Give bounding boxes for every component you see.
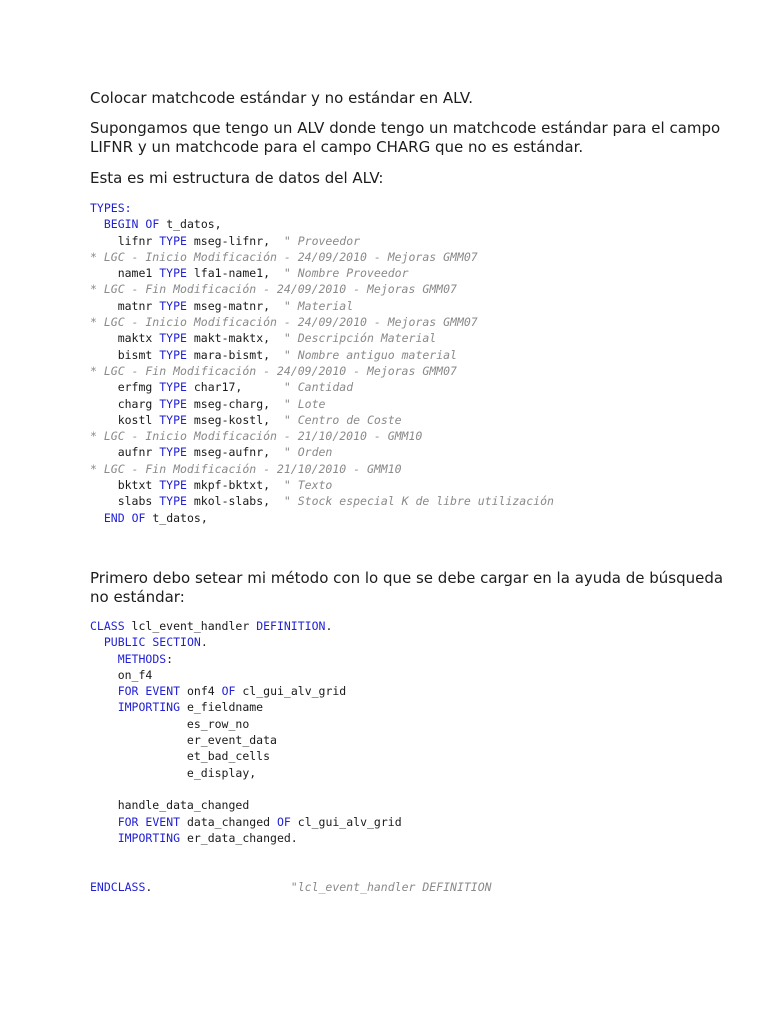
code-comment: " Stock especial K de libre utilización bbox=[283, 494, 554, 509]
code-comment: * LGC - Fin Modificación - 24/09/2010 - Mejoras GMM07 bbox=[90, 282, 457, 297]
code-comment: " Texto bbox=[283, 478, 333, 493]
code-line bbox=[90, 830, 730, 846]
code-line bbox=[90, 667, 730, 683]
code-text: matnr bbox=[90, 298, 160, 313]
code-text: aufnr bbox=[90, 445, 160, 460]
code-line bbox=[90, 412, 730, 428]
code-line bbox=[90, 477, 730, 493]
code-keyword: TYPE bbox=[159, 478, 187, 493]
code-text: makt-maktx, bbox=[186, 331, 284, 346]
code-comment: " Lote bbox=[283, 396, 326, 411]
code-keyword: TYPE bbox=[159, 412, 187, 427]
code-keyword: TYPE bbox=[159, 494, 187, 509]
code-comment: " Cantidad bbox=[283, 380, 354, 395]
code-keyword: TYPE bbox=[159, 298, 187, 313]
document-title: Colocar matchcode estándar y no estándar en ALV. bbox=[90, 89, 473, 107]
code-keyword: TYPE bbox=[159, 266, 187, 281]
code-line bbox=[90, 634, 730, 650]
code-keyword: ENDCLASS bbox=[90, 879, 146, 894]
code-text: name1 bbox=[90, 266, 160, 281]
code-line bbox=[90, 765, 730, 781]
code-text: er_event_data bbox=[90, 733, 277, 748]
code-line bbox=[90, 862, 730, 878]
code-text: e_fieldname bbox=[180, 700, 264, 715]
code-line bbox=[90, 281, 730, 297]
code-keyword: TYPE bbox=[159, 445, 187, 460]
code-line bbox=[90, 330, 730, 346]
code-text bbox=[90, 684, 118, 698]
code-keyword: OF bbox=[276, 814, 291, 829]
code-line bbox=[90, 699, 730, 715]
code-line bbox=[90, 683, 730, 699]
code-keyword: END bbox=[103, 510, 125, 525]
code-text: slabs bbox=[90, 494, 160, 509]
code-text bbox=[90, 217, 104, 231]
code-text: . bbox=[325, 619, 333, 633]
code-text: lcl_event_handler bbox=[124, 619, 257, 633]
code-line bbox=[90, 379, 730, 395]
code-line bbox=[90, 249, 730, 265]
code-text: es_row_no bbox=[90, 716, 250, 731]
code-line bbox=[90, 797, 730, 813]
code-text: mseg-matnr, bbox=[186, 298, 284, 313]
code-text: : bbox=[166, 651, 174, 666]
code-text: mseg-kostl, bbox=[186, 412, 284, 427]
code-keyword: TYPE bbox=[159, 347, 187, 362]
code-keyword: TYPE bbox=[159, 331, 187, 346]
code-line bbox=[90, 846, 730, 862]
code-text bbox=[90, 815, 118, 829]
code-comment: " Nombre antiguo material bbox=[283, 347, 457, 362]
intro-paragraph: Supongamos que tengo un ALV donde tengo un matchcode estándar para el campo LIFNR y un matchcode para el campo CHARG que no es estándar. bbox=[90, 119, 721, 156]
code-text: kostl bbox=[90, 412, 160, 427]
types-code-block bbox=[90, 200, 730, 526]
code-comment: " Proveedor bbox=[283, 233, 361, 248]
code-line bbox=[90, 879, 730, 895]
code-comment: " Orden bbox=[283, 445, 333, 460]
code-keyword: OF bbox=[145, 217, 160, 232]
code-text: cl_gui_alv_grid bbox=[290, 814, 402, 829]
code-line bbox=[90, 732, 730, 748]
code-comment: * LGC - Inicio Modificación - 24/09/2010 - Mejoras GMM07 bbox=[90, 315, 478, 330]
code-keyword: EVENT bbox=[145, 814, 181, 829]
code-text: mara-bismt, bbox=[186, 347, 284, 362]
code-line bbox=[90, 298, 730, 314]
code-text bbox=[90, 635, 104, 649]
code-comment: " Centro de Coste bbox=[283, 412, 402, 427]
structure-label: Esta es mi estructura de datos del ALV: bbox=[90, 169, 384, 187]
code-line bbox=[90, 265, 730, 281]
code-keyword: DEFINITION bbox=[256, 619, 326, 633]
code-line bbox=[90, 428, 730, 444]
code-text: mkol-slabs, bbox=[186, 494, 284, 509]
code-text: handle_data_changed bbox=[90, 798, 250, 813]
code-line bbox=[90, 314, 730, 330]
code-text bbox=[90, 700, 118, 714]
code-text bbox=[90, 511, 104, 525]
code-comment: " Material bbox=[283, 298, 354, 313]
code-keyword: FOR bbox=[117, 814, 139, 829]
code-line bbox=[90, 493, 730, 509]
code-text: mkpf-bktxt, bbox=[186, 478, 284, 493]
code-comment: " Descripción Material bbox=[283, 331, 437, 346]
code-text: mseg-aufnr, bbox=[186, 445, 284, 460]
code-keyword: TYPE bbox=[159, 380, 187, 395]
code-comment: * LGC - Inicio Modificación - 21/10/2010 - GMM10 bbox=[90, 429, 423, 444]
code-text bbox=[90, 652, 118, 666]
code-keyword: OF bbox=[131, 510, 146, 525]
code-text: lifnr bbox=[90, 233, 160, 248]
code-keyword: CLASS bbox=[90, 619, 125, 633]
code-line bbox=[90, 363, 730, 379]
code-text: cl_gui_alv_grid bbox=[235, 684, 347, 699]
code-text: erfmg bbox=[90, 380, 160, 395]
code-keyword: TYPE bbox=[159, 396, 187, 411]
code-text: . bbox=[200, 635, 208, 650]
code-line bbox=[90, 444, 730, 460]
code-comment: " Nombre Proveedor bbox=[283, 266, 409, 281]
code-text: onf4 bbox=[180, 684, 222, 699]
code-text: et_bad_cells bbox=[90, 749, 271, 764]
code-text: char17, bbox=[186, 380, 284, 395]
code-line bbox=[90, 200, 730, 216]
code-line bbox=[90, 510, 730, 526]
code-keyword: TYPE bbox=[159, 233, 187, 248]
code-text: mseg-charg, bbox=[186, 396, 284, 411]
class-definition-code-block bbox=[90, 618, 730, 895]
code-comment: * LGC - Fin Modificación - 24/09/2010 - Mejoras GMM07 bbox=[90, 363, 457, 378]
code-keyword: EVENT bbox=[145, 684, 181, 699]
code-text: bismt bbox=[90, 347, 160, 362]
code-keyword: IMPORTING bbox=[117, 700, 181, 715]
code-keyword: FOR bbox=[117, 684, 139, 699]
code-line bbox=[90, 748, 730, 764]
code-text: t_datos, bbox=[159, 217, 222, 232]
code-line bbox=[90, 781, 730, 797]
code-text: bktxt bbox=[90, 478, 160, 493]
code-text: mseg-lifnr, bbox=[186, 233, 284, 248]
code-comment: * LGC - Inicio Modificación - 24/09/2010 - Mejoras GMM07 bbox=[90, 249, 478, 264]
code-keyword: BEGIN bbox=[103, 217, 139, 232]
code-line bbox=[90, 216, 730, 232]
code-text: data_changed bbox=[180, 814, 277, 829]
code-text: lfa1-name1, bbox=[186, 266, 284, 281]
code-text bbox=[125, 511, 132, 525]
code-keyword: SECTION bbox=[152, 635, 201, 650]
code-text: er_data_changed. bbox=[180, 830, 298, 845]
code-text: t_datos, bbox=[145, 510, 208, 525]
code-line bbox=[90, 716, 730, 732]
code-line bbox=[90, 461, 730, 477]
code-text: charg bbox=[90, 396, 160, 411]
code-keyword: PUBLIC bbox=[103, 635, 146, 650]
code-keyword: OF bbox=[221, 684, 236, 699]
method-intro-paragraph: Primero debo setear mi método con lo que se debe cargar en la ayuda de búsqueda no estándar: bbox=[90, 569, 724, 606]
code-keyword: IMPORTING bbox=[117, 830, 181, 845]
code-line bbox=[90, 347, 730, 363]
code-keyword: METHODS bbox=[117, 651, 167, 666]
code-line bbox=[90, 396, 730, 412]
code-line bbox=[90, 651, 730, 667]
code-line bbox=[90, 233, 730, 249]
code-text: on_f4 bbox=[90, 667, 153, 682]
code-comment: "lcl_event_handler DEFINITION bbox=[290, 879, 492, 894]
code-line bbox=[90, 618, 730, 634]
code-text: . bbox=[145, 879, 291, 894]
code-comment: * LGC - Fin Modificación - 21/10/2010 - GMM10 bbox=[90, 461, 402, 476]
code-keyword: TYPES: bbox=[90, 201, 132, 215]
code-text: maktx bbox=[90, 331, 160, 346]
code-line bbox=[90, 814, 730, 830]
code-text: e_display, bbox=[90, 765, 257, 780]
code-text bbox=[90, 831, 118, 845]
